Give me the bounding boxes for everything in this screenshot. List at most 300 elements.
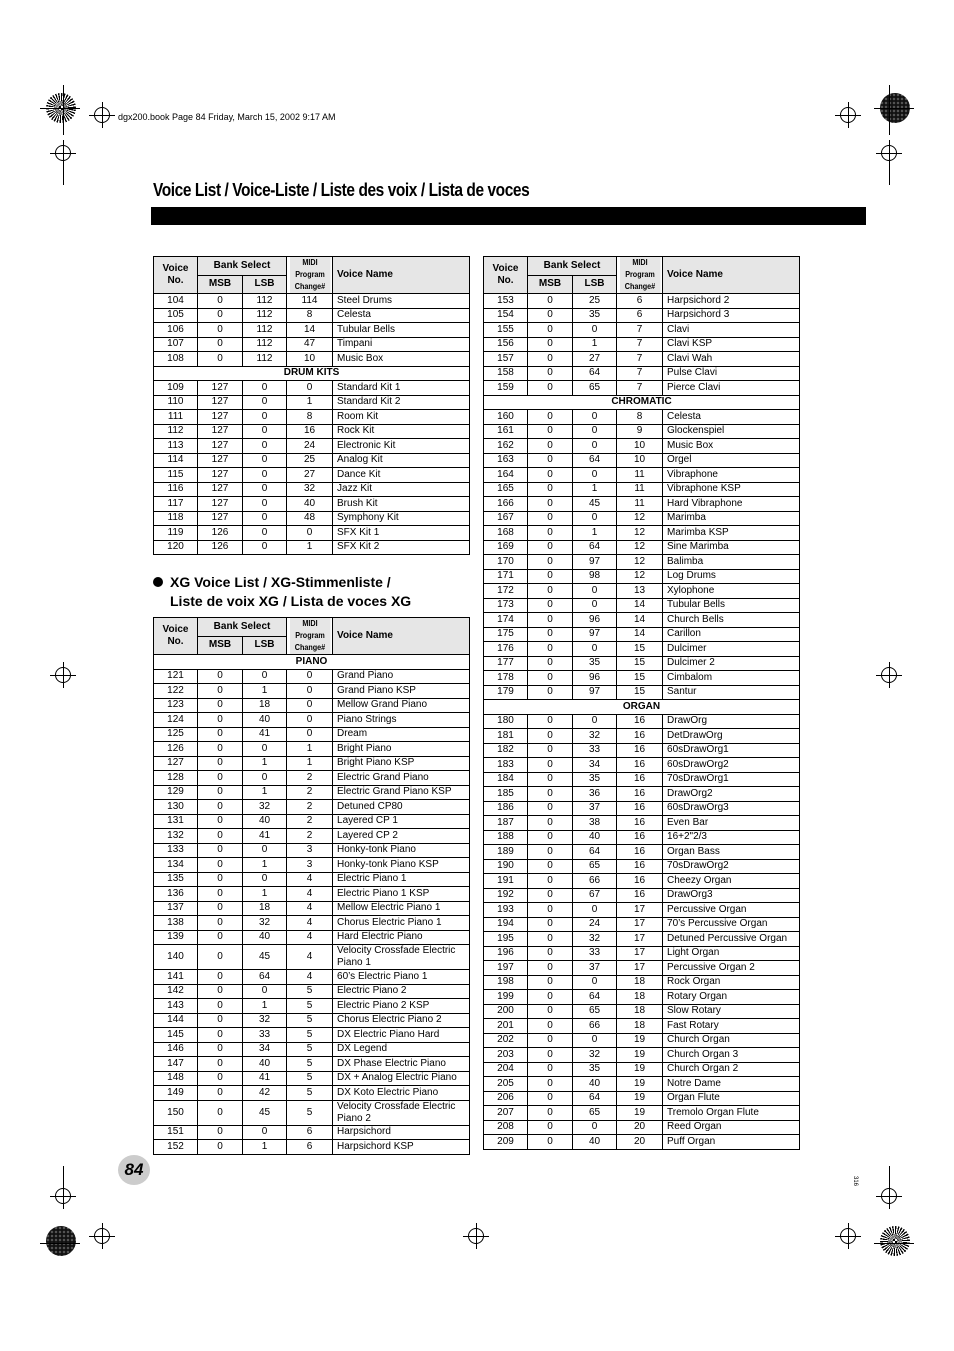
msb-cell: 0	[528, 294, 573, 309]
lsb-cell: 0	[243, 984, 287, 999]
lsb-cell: 64	[573, 1091, 617, 1106]
midi-cell: 18	[617, 975, 663, 990]
table-row	[154, 482, 470, 497]
table-row	[484, 627, 800, 642]
msb-cell: 0	[198, 337, 243, 352]
voice-no-cell: 163	[484, 453, 528, 468]
msb-cell: 0	[198, 785, 243, 800]
lsb-cell: 37	[573, 961, 617, 976]
voice-name-cell: Standard Kit 2	[333, 395, 470, 410]
voice-name-cell: DrawOrg	[663, 714, 800, 729]
msb-cell: 0	[198, 756, 243, 771]
voice-no-cell: 141	[154, 970, 198, 985]
lsb-cell: 112	[243, 308, 287, 323]
msb-cell: 0	[528, 1091, 573, 1106]
msb-cell: 0	[198, 829, 243, 844]
midi-cell: 16	[617, 772, 663, 787]
column-header-midi: MIDI Program Change#	[619, 257, 660, 294]
voice-no-cell: 187	[484, 816, 528, 831]
voice-no-cell: 107	[154, 337, 198, 352]
voice-no-cell: 182	[484, 743, 528, 758]
voice-name-cell: Electric Grand Piano KSP	[333, 785, 470, 800]
table-row	[484, 439, 800, 454]
table-row	[484, 656, 800, 671]
msb-cell: 0	[528, 671, 573, 686]
lsb-cell: 0	[573, 1033, 617, 1048]
lsb-cell: 64	[573, 453, 617, 468]
voice-no-cell: 173	[484, 598, 528, 613]
voice-no-cell: 130	[154, 800, 198, 815]
msb-cell: 0	[528, 1077, 573, 1092]
msb-cell: 0	[198, 294, 243, 309]
table-row	[154, 381, 470, 396]
lsb-cell: 0	[243, 424, 287, 439]
msb-cell: 127	[198, 482, 243, 497]
msb-cell: 0	[528, 685, 573, 700]
msb-cell: 126	[198, 540, 243, 555]
msb-cell: 127	[198, 381, 243, 396]
crop-target-icon	[55, 667, 71, 683]
midi-cell: 114	[287, 294, 333, 309]
voice-no-cell: 143	[154, 999, 198, 1014]
column-header-msb: MSB	[198, 275, 243, 294]
table-row	[154, 887, 470, 902]
midi-cell: 20	[617, 1120, 663, 1135]
msb-cell: 0	[528, 468, 573, 483]
voice-name-cell: Balimba	[663, 555, 800, 570]
msb-cell: 0	[528, 772, 573, 787]
table-row	[154, 872, 470, 887]
crop-line	[874, 1243, 914, 1244]
table-row	[484, 468, 800, 483]
voice-no-cell: 106	[154, 323, 198, 338]
voice-name-cell: Room Kit	[333, 410, 470, 425]
lsb-cell: 0	[243, 482, 287, 497]
table-row	[484, 526, 800, 541]
midi-cell: 10	[287, 352, 333, 367]
voice-no-cell: 174	[484, 613, 528, 628]
msb-cell: 0	[198, 742, 243, 757]
midi-cell: 0	[287, 713, 333, 728]
voice-no-cell: 139	[154, 930, 198, 945]
midi-cell: 16	[617, 845, 663, 860]
voice-name-cell: Piano Strings	[333, 713, 470, 728]
table-row	[484, 482, 800, 497]
column-header-voice-name: Voice Name	[333, 618, 470, 655]
msb-cell: 0	[528, 830, 573, 845]
table-row	[484, 453, 800, 468]
category-row	[154, 655, 470, 670]
midi-cell: 1	[287, 742, 333, 757]
voice-name-cell: DetDrawOrg	[663, 729, 800, 744]
msb-cell: 0	[528, 497, 573, 512]
voice-no-cell: 140	[154, 945, 198, 970]
lsb-cell: 0	[243, 381, 287, 396]
msb-cell: 127	[198, 468, 243, 483]
msb-cell: 0	[528, 323, 573, 338]
voice-no-cell: 127	[154, 756, 198, 771]
midi-cell: 6	[287, 1140, 333, 1155]
table-row	[154, 323, 470, 338]
table-row	[484, 772, 800, 787]
midi-cell: 5	[287, 984, 333, 999]
lsb-cell: 32	[243, 1013, 287, 1028]
midi-cell: 14	[617, 598, 663, 613]
voice-no-cell: 156	[484, 337, 528, 352]
voice-no-cell: 189	[484, 845, 528, 860]
voice-name-cell: Velocity Crossfade Electric Piano 2	[333, 1100, 470, 1125]
midi-cell: 0	[287, 381, 333, 396]
voice-no-cell: 159	[484, 381, 528, 396]
table-row	[484, 874, 800, 889]
voice-name-cell: 60sDrawOrg1	[663, 743, 800, 758]
voice-name-cell: Timpani	[333, 337, 470, 352]
voice-no-cell: 193	[484, 903, 528, 918]
category-row	[484, 395, 800, 410]
midi-cell: 10	[617, 453, 663, 468]
msb-cell: 0	[198, 800, 243, 815]
msb-cell: 0	[198, 901, 243, 916]
voice-name-cell: Pulse Clavi	[663, 366, 800, 381]
voice-no-cell: 180	[484, 714, 528, 729]
voice-name-cell: Electric Piano 2 KSP	[333, 999, 470, 1014]
table-row	[154, 713, 470, 728]
voice-name-cell: Percussive Organ	[663, 903, 800, 918]
msb-cell: 0	[198, 970, 243, 985]
lsb-cell: 0	[243, 843, 287, 858]
midi-cell: 15	[617, 642, 663, 657]
midi-cell: 5	[287, 1086, 333, 1101]
voice-name-cell: 70sDrawOrg2	[663, 859, 800, 874]
voice-no-cell: 122	[154, 684, 198, 699]
midi-cell: 14	[617, 613, 663, 628]
table-row	[484, 830, 800, 845]
midi-cell: 48	[287, 511, 333, 526]
voice-no-cell: 183	[484, 758, 528, 773]
crop-target-icon	[840, 107, 856, 123]
midi-cell: 4	[287, 970, 333, 985]
voice-name-cell: Clavi KSP	[663, 337, 800, 352]
table-row	[154, 424, 470, 439]
midi-cell: 40	[287, 497, 333, 512]
table-row	[154, 352, 470, 367]
voice-name-cell: Dream	[333, 727, 470, 742]
midi-cell: 15	[617, 656, 663, 671]
msb-cell: 0	[528, 787, 573, 802]
lsb-cell: 33	[243, 1028, 287, 1043]
voice-name-cell: Layered CP 2	[333, 829, 470, 844]
column-header-msb: MSB	[528, 275, 573, 294]
table-row	[154, 439, 470, 454]
midi-cell: 5	[287, 1028, 333, 1043]
table-row	[484, 613, 800, 628]
lsb-cell: 64	[573, 540, 617, 555]
midi-cell: 0	[287, 698, 333, 713]
table-row	[484, 1106, 800, 1121]
voice-name-cell: Orgel	[663, 453, 800, 468]
msb-cell: 0	[528, 569, 573, 584]
voice-name-cell: Layered CP 1	[333, 814, 470, 829]
voice-name-cell: Pierce Clavi	[663, 381, 800, 396]
msb-cell: 0	[528, 845, 573, 860]
voice-no-cell: 131	[154, 814, 198, 829]
bullet-icon	[153, 577, 163, 587]
voice-name-cell: Church Organ 3	[663, 1048, 800, 1063]
voice-no-cell: 125	[154, 727, 198, 742]
lsb-cell: 65	[573, 1004, 617, 1019]
table-row	[154, 1140, 470, 1155]
lsb-cell: 0	[243, 439, 287, 454]
midi-cell: 25	[287, 453, 333, 468]
column-header-lsb: LSB	[573, 275, 617, 294]
midi-cell: 16	[617, 758, 663, 773]
crop-line	[889, 1166, 890, 1186]
lsb-cell: 1	[243, 999, 287, 1014]
voice-name-cell: Analog Kit	[333, 453, 470, 468]
voice-name-cell: Electric Grand Piano	[333, 771, 470, 786]
lsb-cell: 112	[243, 337, 287, 352]
midi-cell: 17	[617, 903, 663, 918]
msb-cell: 0	[528, 874, 573, 889]
table-row	[484, 888, 800, 903]
midi-cell: 15	[617, 685, 663, 700]
voice-no-cell: 104	[154, 294, 198, 309]
msb-cell: 0	[528, 714, 573, 729]
lsb-cell: 0	[243, 872, 287, 887]
lsb-cell: 42	[243, 1086, 287, 1101]
table-row	[484, 598, 800, 613]
voice-no-cell: 115	[154, 468, 198, 483]
voice-name-cell: Notre Dame	[663, 1077, 800, 1092]
voice-no-cell: 204	[484, 1062, 528, 1077]
lsb-cell: 112	[243, 352, 287, 367]
msb-cell: 0	[528, 1033, 573, 1048]
voice-no-cell: 162	[484, 439, 528, 454]
midi-cell: 5	[287, 999, 333, 1014]
msb-cell: 127	[198, 453, 243, 468]
lsb-cell: 35	[573, 308, 617, 323]
lsb-cell: 97	[573, 555, 617, 570]
midi-cell: 19	[617, 1033, 663, 1048]
midi-cell: 11	[617, 482, 663, 497]
voice-no-cell: 154	[484, 308, 528, 323]
voice-no-cell: 109	[154, 381, 198, 396]
voice-no-cell: 157	[484, 352, 528, 367]
midi-cell: 3	[287, 843, 333, 858]
column-header-bank-select: Bank Select	[198, 257, 287, 276]
table-row	[154, 294, 470, 309]
voice-no-cell: 116	[154, 482, 198, 497]
table-row	[484, 323, 800, 338]
table-row	[154, 901, 470, 916]
title-rule-bar	[151, 207, 866, 225]
voice-name-cell: Velocity Crossfade Electric Piano 1	[333, 945, 470, 970]
midi-cell: 16	[617, 874, 663, 889]
voice-no-cell: 134	[154, 858, 198, 873]
table-row	[154, 698, 470, 713]
msb-cell: 0	[198, 945, 243, 970]
midi-cell: 15	[617, 671, 663, 686]
voice-name-cell: Reed Organ	[663, 1120, 800, 1135]
table-row	[154, 1100, 470, 1125]
lsb-cell: 0	[573, 903, 617, 918]
msb-cell: 0	[528, 366, 573, 381]
msb-cell: 0	[198, 713, 243, 728]
table-row	[484, 816, 800, 831]
table-row	[484, 859, 800, 874]
lsb-cell: 36	[573, 787, 617, 802]
crop-target-icon	[55, 145, 71, 161]
voice-name-cell: Mellow Grand Piano	[333, 698, 470, 713]
midi-cell: 18	[617, 1004, 663, 1019]
voice-name-cell: Celesta	[333, 308, 470, 323]
voice-no-cell: 202	[484, 1033, 528, 1048]
table-row	[484, 903, 800, 918]
voice-no-cell: 165	[484, 482, 528, 497]
lsb-cell: 32	[573, 932, 617, 947]
voice-name-cell: Tubular Bells	[663, 598, 800, 613]
voice-no-cell: 147	[154, 1057, 198, 1072]
msb-cell: 0	[528, 526, 573, 541]
voice-no-cell: 145	[154, 1028, 198, 1043]
midi-cell: 16	[617, 743, 663, 758]
table-row	[484, 1135, 800, 1150]
voice-name-cell: Sine Marimba	[663, 540, 800, 555]
voice-no-cell: 161	[484, 424, 528, 439]
voice-no-cell: 167	[484, 511, 528, 526]
voice-no-cell: 172	[484, 584, 528, 599]
lsb-cell: 40	[243, 1057, 287, 1072]
msb-cell: 0	[198, 872, 243, 887]
lsb-cell: 0	[573, 1120, 617, 1135]
msb-cell: 0	[528, 801, 573, 816]
midi-cell: 7	[617, 337, 663, 352]
lsb-cell: 112	[243, 294, 287, 309]
msb-cell: 0	[198, 308, 243, 323]
voice-no-cell: 198	[484, 975, 528, 990]
voice-no-cell: 155	[484, 323, 528, 338]
lsb-cell: 0	[573, 714, 617, 729]
voice-table-3	[483, 256, 800, 1150]
msb-cell: 0	[528, 859, 573, 874]
voice-name-cell: Detuned Percussive Organ	[663, 932, 800, 947]
msb-cell: 0	[528, 743, 573, 758]
msb-cell: 0	[528, 352, 573, 367]
voice-name-cell: Honky-tonk Piano KSP	[333, 858, 470, 873]
lsb-cell: 18	[243, 698, 287, 713]
lsb-cell: 0	[243, 771, 287, 786]
voice-no-cell: 186	[484, 801, 528, 816]
registration-sunburst-bottom-right	[880, 1226, 910, 1256]
voice-no-cell: 170	[484, 555, 528, 570]
voice-name-cell: Harpsichord 2	[663, 294, 800, 309]
midi-cell: 24	[287, 439, 333, 454]
column-header-voice-no: Voice No.	[484, 257, 528, 294]
lsb-cell: 40	[243, 814, 287, 829]
crop-line	[40, 1243, 80, 1244]
voice-name-cell: Slow Rotary	[663, 1004, 800, 1019]
table-row	[154, 800, 470, 815]
msb-cell: 0	[528, 758, 573, 773]
voice-name-cell: SFX Kit 1	[333, 526, 470, 541]
midi-cell: 4	[287, 930, 333, 945]
column-header-bank-select: Bank Select	[528, 257, 617, 276]
table-row	[154, 843, 470, 858]
midi-cell: 6	[617, 294, 663, 309]
lsb-cell: 0	[243, 453, 287, 468]
midi-cell: 4	[287, 872, 333, 887]
lsb-cell: 45	[243, 945, 287, 970]
voice-no-cell: 209	[484, 1135, 528, 1150]
section-heading	[153, 573, 411, 611]
midi-cell: 5	[287, 1042, 333, 1057]
midi-cell: 8	[287, 308, 333, 323]
voice-no-cell: 138	[154, 916, 198, 931]
category-row	[484, 700, 800, 715]
msb-cell: 0	[528, 555, 573, 570]
voice-no-cell: 190	[484, 859, 528, 874]
msb-cell: 127	[198, 395, 243, 410]
page-title: Voice List / Voice-Liste / Liste des voix / Lista de voces	[153, 180, 530, 200]
msb-cell: 0	[198, 323, 243, 338]
lsb-cell: 32	[573, 729, 617, 744]
voice-no-cell: 185	[484, 787, 528, 802]
page-number: 84	[118, 1155, 150, 1185]
voice-table-1	[153, 256, 470, 555]
lsb-cell: 65	[573, 1106, 617, 1121]
midi-cell: 27	[287, 468, 333, 483]
msb-cell: 0	[528, 453, 573, 468]
crop-line	[63, 85, 64, 135]
msb-cell: 0	[198, 930, 243, 945]
table-row	[484, 685, 800, 700]
voice-name-cell: DX + Analog Electric Piano	[333, 1071, 470, 1086]
table-row	[484, 584, 800, 599]
table-row	[484, 352, 800, 367]
lsb-cell: 32	[243, 800, 287, 815]
voice-no-cell: 166	[484, 497, 528, 512]
voice-name-cell: Harpsichord KSP	[333, 1140, 470, 1155]
voice-name-cell: Tremolo Organ Flute	[663, 1106, 800, 1121]
table-row	[484, 511, 800, 526]
voice-no-cell: 168	[484, 526, 528, 541]
msb-cell: 0	[198, 814, 243, 829]
voice-name-cell: Carillon	[663, 627, 800, 642]
lsb-cell: 0	[243, 742, 287, 757]
voice-no-cell: 195	[484, 932, 528, 947]
voice-no-cell: 149	[154, 1086, 198, 1101]
voice-name-cell: DrawOrg3	[663, 888, 800, 903]
table-row	[484, 308, 800, 323]
msb-cell: 0	[528, 656, 573, 671]
voice-no-cell: 119	[154, 526, 198, 541]
crop-target-icon	[94, 1228, 110, 1244]
lsb-cell: 98	[573, 569, 617, 584]
table-row	[484, 917, 800, 932]
voice-no-cell: 146	[154, 1042, 198, 1057]
voice-name-cell: 70’s Percussive Organ	[663, 917, 800, 932]
table-row	[484, 946, 800, 961]
lsb-cell: 0	[573, 975, 617, 990]
msb-cell: 0	[198, 1125, 243, 1140]
table-row	[484, 381, 800, 396]
lsb-cell: 38	[573, 816, 617, 831]
lsb-cell: 96	[573, 671, 617, 686]
lsb-cell: 1	[573, 482, 617, 497]
midi-cell: 18	[617, 990, 663, 1005]
voice-no-cell: 203	[484, 1048, 528, 1063]
voice-no-cell: 200	[484, 1004, 528, 1019]
